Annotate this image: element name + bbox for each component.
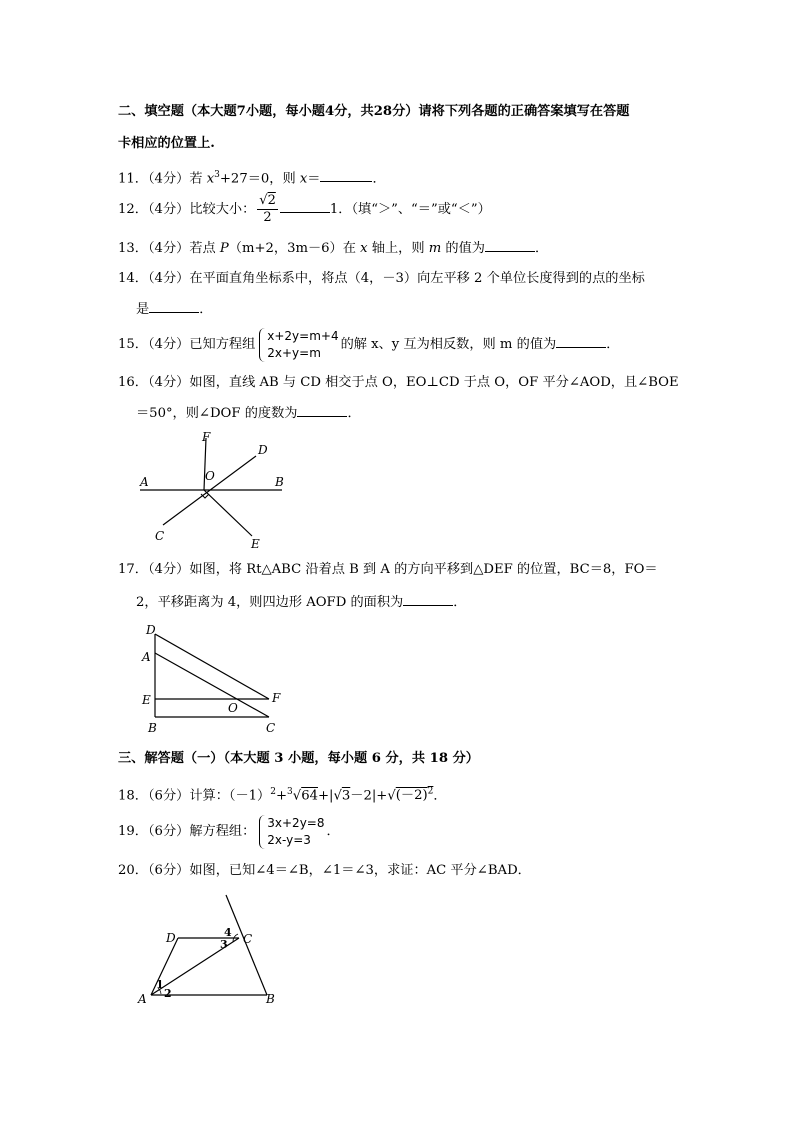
question-12 — [118, 192, 491, 228]
q11-exp: 3 — [214, 170, 220, 180]
fraction-sqrt2-over-2: $\frac{√2}{2}$ — [259, 193, 276, 225]
label-E: E — [251, 537, 260, 551]
q18-prefix: 18．（6分）计算：（－1） — [118, 788, 271, 804]
q13-dot: ． — [535, 241, 549, 256]
q11-eq: ＝ — [307, 171, 321, 187]
q15-dot: ． — [606, 337, 620, 352]
q11-prefix: 11．（4分）若 — [118, 171, 207, 187]
section3-heading: 三、解答题（一）（本大题 3 小题，每小题 6 分，共 18 分） — [118, 751, 479, 766]
label-C: C — [266, 721, 276, 735]
answer-blank[interactable] — [320, 169, 372, 182]
question-18 — [118, 781, 447, 803]
q17-dot: ． — [453, 595, 467, 610]
q16-dot: ． — [347, 406, 361, 421]
answer-blank[interactable] — [280, 200, 330, 213]
q18-exp: 2 — [270, 787, 276, 797]
cube-root: √64 — [292, 788, 318, 804]
label-D: D — [258, 443, 268, 457]
q13-mid: 轴上，则 — [367, 241, 429, 256]
equation-system — [257, 815, 324, 849]
q11-mid: +27＝0，则 — [219, 171, 300, 187]
answer-blank[interactable] — [556, 335, 606, 348]
label-C: C — [243, 932, 253, 946]
label-B: B — [275, 475, 284, 489]
label-B: B — [266, 992, 275, 1006]
question-20: 20．（6分）如图，已知∠4＝∠B，∠1＝∠3，求证：AC 平分∠BAD． — [118, 863, 531, 878]
q19-eq1: 3x+2y=8 — [267, 815, 325, 830]
q15-prefix: 15．（4分）已知方程组 — [118, 337, 256, 352]
q18-cbrt-index: 3 — [287, 787, 293, 797]
q19-eq2: 2x-y=3 — [267, 832, 311, 847]
sqrt-square: $√(-2)^2$ — [387, 787, 434, 804]
q12-prefix: 12．（4分）比较大小： — [118, 202, 256, 217]
q15-eq2: 2x+y=m — [267, 345, 321, 360]
q18-sq-exp: 2 — [427, 787, 434, 797]
q15-eq1: x+2y=m+4 — [267, 328, 339, 343]
answer-blank[interactable] — [149, 300, 199, 313]
q11-var: x — [206, 171, 215, 187]
label-F: F — [202, 430, 211, 444]
label-A: A — [142, 650, 151, 664]
sqrt-3: √3 — [333, 788, 351, 804]
question-16-line1: 16．（4分）如图，直线 AB 与 CD 相交于点 O，EO⊥CD 于点 O，OF 平分∠AOD，且∠BOE — [118, 375, 679, 390]
q13-P: P — [219, 241, 229, 256]
label-F: F — [272, 691, 281, 705]
q13-x: x — [360, 241, 368, 256]
question-11 — [118, 166, 386, 188]
label-O: O — [228, 701, 238, 715]
q18-end: ． — [433, 788, 447, 804]
q18-sqrt3: 3 — [341, 788, 351, 804]
q19-prefix: 19．（6分）解方程组： — [118, 824, 256, 839]
q16-line2: ＝50°，则∠DOF 的度数为 — [136, 406, 298, 421]
answer-blank[interactable] — [297, 404, 347, 417]
q13-end: 的值为 — [441, 241, 485, 256]
label-angle-3: 3 — [220, 938, 228, 951]
q12-sqrt-num: 2 — [267, 193, 276, 208]
question-14-line1: 14．（4分）在平面直角坐标系中，将点（4，－3）向左平移 2 个单位长度得到的点的坐标 — [118, 271, 645, 286]
question-19 — [118, 812, 340, 852]
question-17-line1: 17．（4分）如图，将 Rt△ABC 沿着点 B 到 A 的方向平移到△DEF 的位置，BC＝8，FO＝ — [118, 562, 658, 577]
question-15 — [118, 326, 619, 364]
label-angle-2: 2 — [164, 987, 172, 1000]
answer-blank[interactable] — [403, 593, 453, 606]
ray-OE — [204, 490, 252, 536]
equation-system — [257, 328, 338, 362]
question-14-line2 — [136, 300, 212, 319]
question-13 — [118, 239, 548, 258]
label-E: E — [142, 693, 151, 707]
q11-var2: x — [299, 171, 308, 187]
q17-line2: 2，平移距离为 4，则四边形 AOFD 的面积为 — [136, 595, 404, 610]
q12-den: 2 — [263, 210, 272, 225]
q18-sq-inner: (－2) — [395, 788, 428, 804]
label-C: C — [155, 529, 165, 543]
section2-heading-line2: 卡相应的位置上. — [118, 136, 215, 151]
q20-figure — [134, 890, 294, 1010]
q18-plus1: + — [275, 788, 288, 804]
q14-dot: ． — [199, 302, 213, 317]
q17-figure — [138, 618, 298, 740]
label-A: A — [138, 992, 147, 1006]
q13-prefix: 13．（4分）若点 — [118, 241, 220, 256]
q14-line2: 是 — [136, 302, 150, 317]
label-angle-1: 1 — [156, 978, 164, 991]
label-D: D — [166, 931, 176, 945]
label-B: B — [148, 721, 157, 735]
line-AC — [155, 653, 269, 717]
q13-m: m — [428, 241, 442, 256]
q16-figure — [130, 424, 300, 554]
q18-cbrt-val: 64 — [301, 788, 318, 804]
q19-end: ． — [326, 824, 340, 839]
q15-mid: 的解 x、y 互为相反数，则 m 的值为 — [340, 337, 557, 352]
label-A: A — [140, 475, 149, 489]
q12-end: 1．（填“＞”、“＝”或“＜”） — [329, 202, 491, 217]
q18-plus2: +| — [317, 788, 334, 804]
answer-blank[interactable] — [485, 239, 535, 252]
q13-coords: （m+2，3m－6）在 — [228, 241, 361, 256]
q11-end: ． — [372, 171, 386, 187]
label-angle-4: 4 — [224, 926, 232, 939]
label-O: O — [205, 469, 215, 483]
section2-heading-line1: 二、填空题（本大题7小题，每小题4分，共28分）请将下列各题的正确答案填写在答题 — [118, 104, 630, 119]
question-17-line2 — [136, 593, 466, 612]
label-D: D — [146, 623, 156, 637]
question-16-line2 — [136, 404, 361, 423]
line-DF — [155, 634, 269, 699]
q18-minus2: －2|+ — [350, 788, 388, 804]
